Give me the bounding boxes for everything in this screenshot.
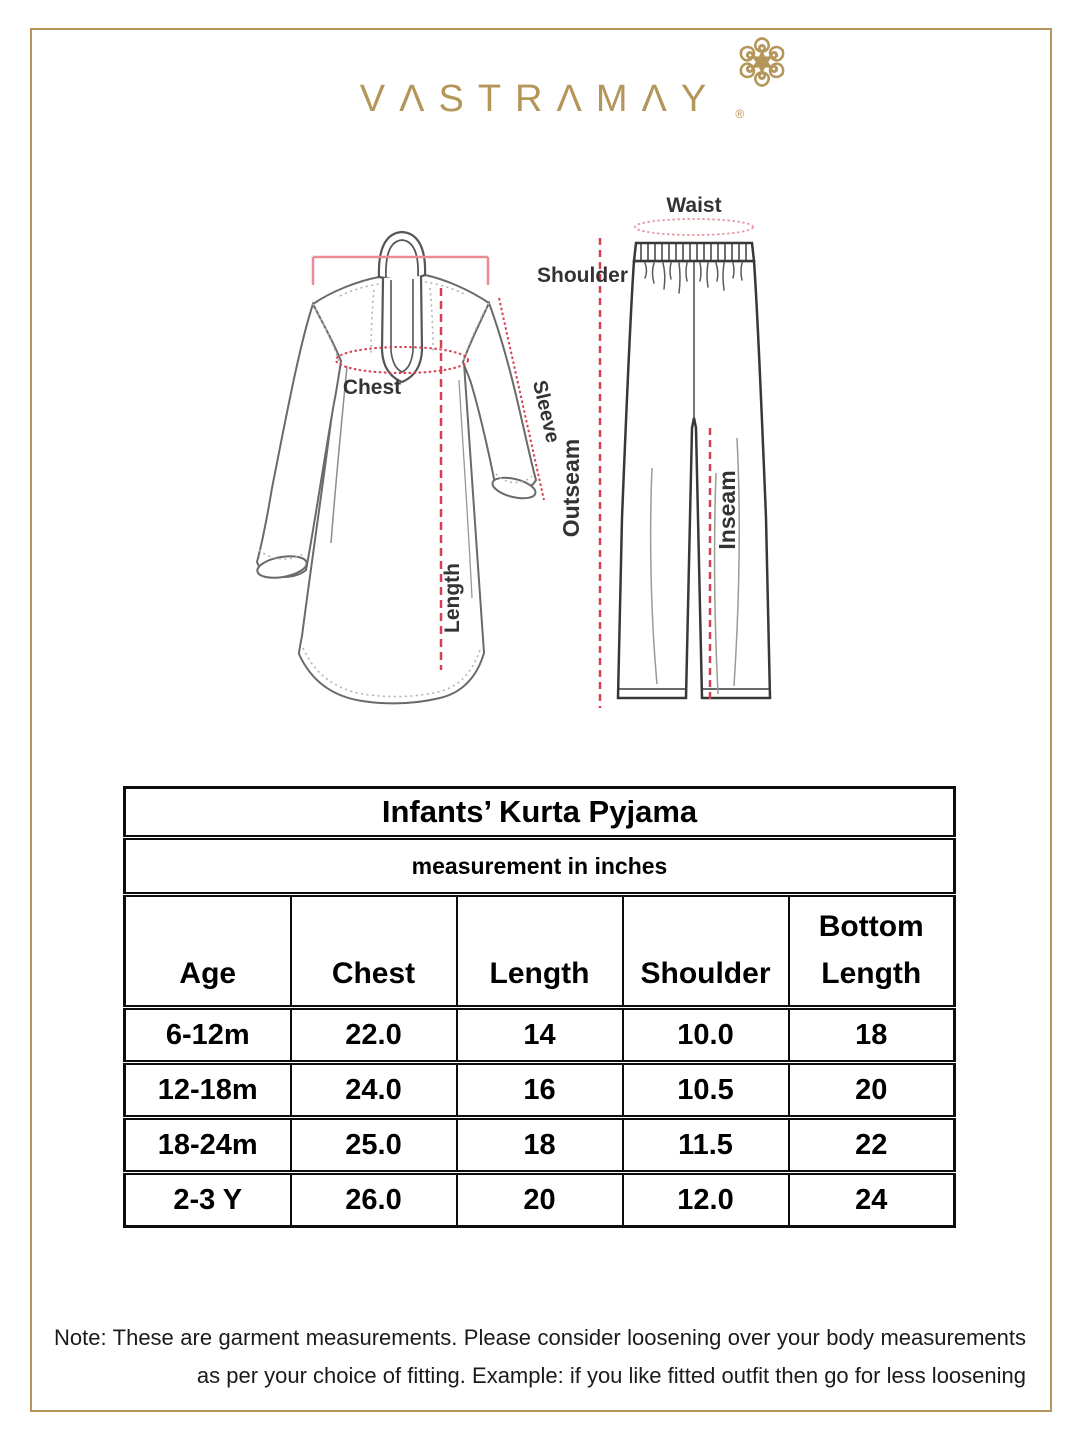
table-cell: 10.5	[623, 1063, 789, 1118]
table-cell: 20	[457, 1173, 623, 1227]
table-cell: 24.0	[291, 1063, 457, 1118]
table-cell: 2-3 Y	[125, 1173, 291, 1227]
table-cell: 16	[457, 1063, 623, 1118]
brand-logo-inner	[359, 78, 745, 121]
brand-name: VΛSTRΛMΛY	[359, 78, 721, 120]
measurement-note: Note: These are garment measurements. Please consider loosening over your body measurements as per your choice of fitting. Example: if you like fitted outfit then go for less loosening	[54, 1325, 1026, 1388]
brand-emblem-icon	[730, 30, 794, 94]
header-age: Age	[125, 895, 291, 1008]
table-cell: 26.0	[291, 1173, 457, 1227]
chest-label: Chest	[342, 376, 402, 399]
kurta-drawing	[256, 232, 538, 703]
table-cell: 11.5	[623, 1118, 789, 1173]
header-bottom-length: Bottom Length	[789, 895, 955, 1008]
outseam-label: Outseam	[558, 438, 584, 538]
table-row	[125, 1008, 955, 1063]
header-shoulder: Shoulder	[623, 895, 789, 1008]
header-length: Length	[457, 895, 623, 1008]
table-row	[125, 1063, 955, 1118]
size-chart-table	[123, 786, 956, 1228]
table-cell: 14	[457, 1008, 623, 1063]
table-cell: 25.0	[291, 1118, 457, 1173]
table-cell: 18	[457, 1118, 623, 1173]
table-title-row	[125, 788, 955, 838]
table-row	[125, 1118, 955, 1173]
table-cell: 12.0	[623, 1173, 789, 1227]
length-label: Length	[441, 563, 464, 633]
table-cell: 18-24m	[125, 1118, 291, 1173]
pyjama-drawing	[618, 243, 770, 698]
table-cell: 24	[789, 1173, 955, 1227]
shoulder-label: Shoulder	[537, 264, 629, 287]
registered-trademark: ®	[735, 107, 745, 121]
table-cell: 18	[789, 1008, 955, 1063]
table-header-row	[125, 895, 955, 1008]
table-cell: 6-12m	[125, 1008, 291, 1063]
table-cell: 12-18m	[125, 1063, 291, 1118]
measurement-diagram	[150, 158, 930, 748]
table-cell: 22	[789, 1118, 955, 1173]
table-title: Infants’ Kurta Pyjama	[125, 788, 955, 838]
brand-logo	[0, 78, 1080, 121]
waist-label: Waist	[666, 194, 722, 217]
table-subtitle-row	[125, 838, 955, 895]
table-row	[125, 1173, 955, 1227]
table-cell: 10.0	[623, 1008, 789, 1063]
header-chest: Chest	[291, 895, 457, 1008]
table-cell: 22.0	[291, 1008, 457, 1063]
table-cell: 20	[789, 1063, 955, 1118]
table-subtitle: measurement in inches	[125, 838, 955, 895]
sleeve-label: Sleeve	[527, 378, 564, 446]
inseam-label: Inseam	[714, 470, 740, 550]
